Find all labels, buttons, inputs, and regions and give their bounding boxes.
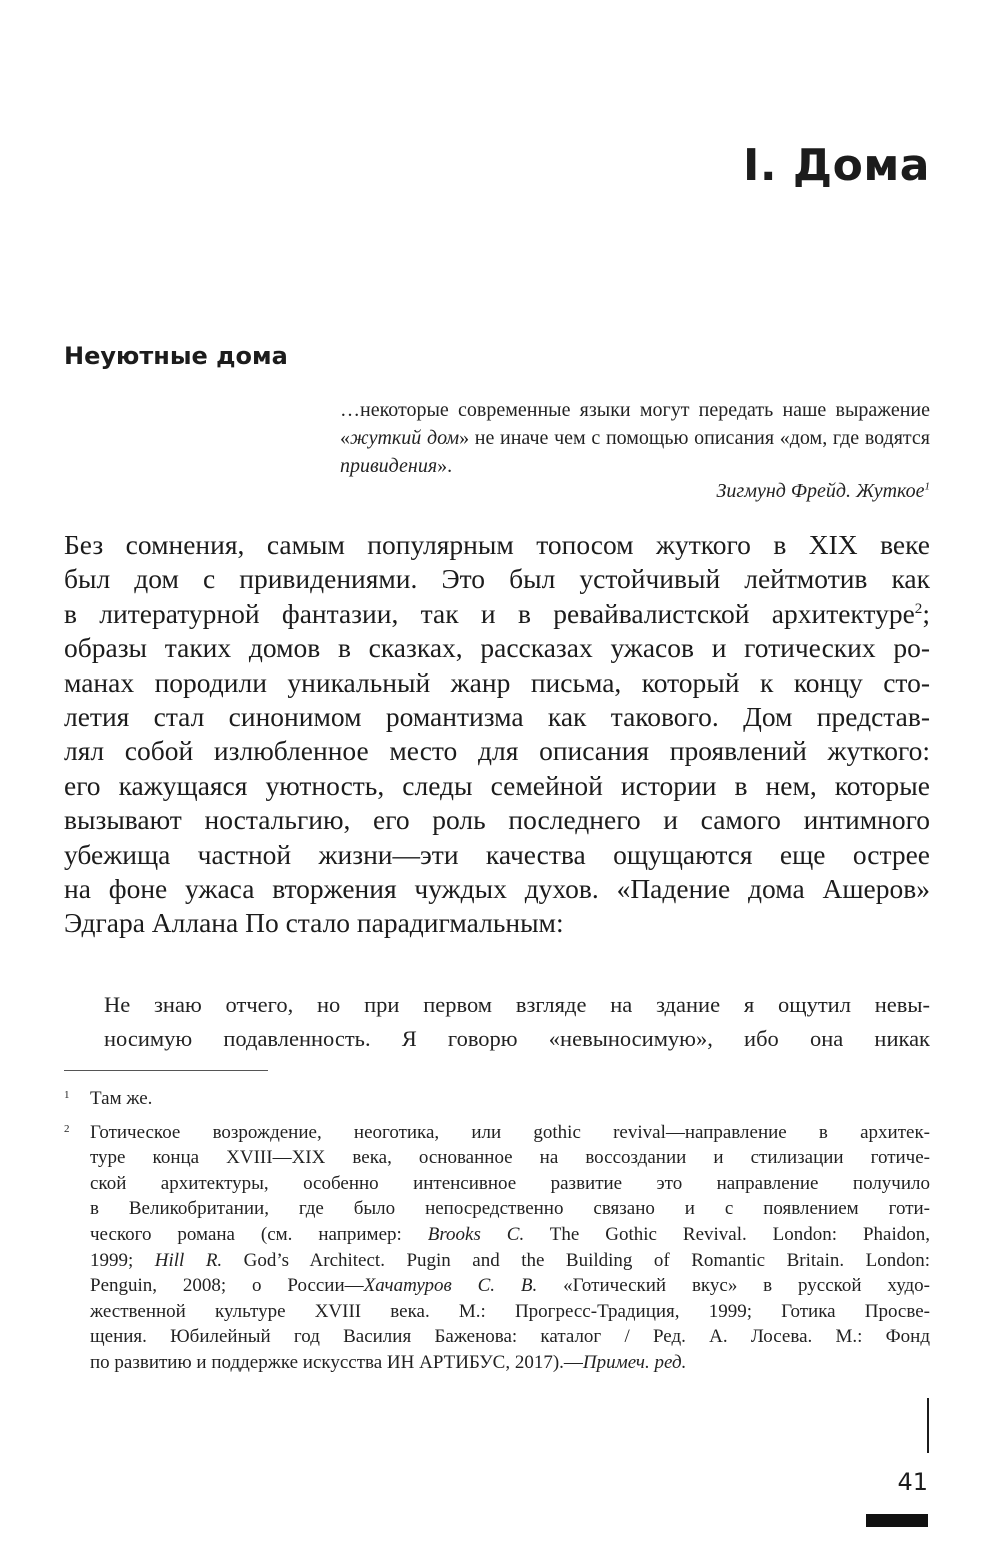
- footnote-ref[interactable]: 2: [914, 600, 923, 617]
- footnote-text: [90, 1120, 930, 1376]
- section-heading: Неуютные дома: [64, 342, 288, 370]
- footnote-line: ской архитектуры, особенно интенсивное развитие это направление получило: [90, 1172, 930, 1194]
- footnote-divider: [64, 1070, 268, 1071]
- epigraph-italic: привидения: [340, 455, 438, 477]
- footnote-line: щения. Юбилейный год Василия Баженова: каталог / Ред. А. Лосева. М.: Фонд: [90, 1326, 930, 1348]
- footnote-author: Brooks C.: [427, 1223, 525, 1245]
- body-line: его кажущаяся уютность, следы семейной истории в нем, которые: [64, 769, 930, 801]
- footnote-segment: ческого романа (см. например:: [90, 1223, 428, 1245]
- body-line: был дом с привидениями. Это был устойчивый лейтмотив как: [64, 563, 930, 595]
- footnote-segment: по развитию и поддержке искусства ИН АРТИБУС, 2017).—: [90, 1351, 583, 1373]
- epigraph: [340, 396, 930, 480]
- footnote-line: [90, 1350, 930, 1376]
- footnote-line: туре конца XVIII—XIX века, основанное на воссоздании и стилизации готиче-: [90, 1147, 930, 1169]
- quote-line: Не знаю отчего, но при первом взгляде на здание я ощутил невы-: [104, 992, 930, 1017]
- body-line: лял собой излюбленное место для описания проявлений жуткого:: [64, 735, 930, 767]
- body-line: [64, 597, 930, 631]
- body-line: образы таких домов в сказках, рассказах ужасов и готических ро-: [64, 632, 930, 664]
- footnote-author: Hill R.: [154, 1249, 223, 1271]
- footnote-segment: The Gothic Revival. London: Phaidon,: [524, 1223, 931, 1245]
- epigraph-attribution: [717, 480, 930, 503]
- epigraph-text: …некоторые современные языки могут передать наше выражение «: [340, 399, 930, 449]
- body-line: Эдгара Аллана По стало парадигмальным:: [64, 907, 564, 939]
- body-line: убежища частной жизни—эти качества ощущаются еще острее: [64, 838, 930, 870]
- body-line-punct: ;: [922, 597, 930, 629]
- epigraph-text: » не иначе чем с помощью описания «дом, где водятся: [459, 427, 930, 449]
- body-line: Без сомнения, самым популярным топосом жуткого в XIX веке: [64, 529, 930, 560]
- body-paragraph: [64, 528, 930, 941]
- footnote-text: [90, 1086, 930, 1112]
- body-line: на фоне ужаса вторжения чуждых духов. «Падение дома Ашеров»: [64, 873, 930, 905]
- page-number: 41: [897, 1468, 928, 1496]
- quote-line: носимую подавленность. Я говорю «невыносимую», ибо она никак: [104, 1026, 930, 1051]
- page-marker-rule: [927, 1398, 929, 1453]
- footnote-segment: 1999;: [90, 1249, 155, 1271]
- footnote-2: [64, 1120, 930, 1376]
- footnote-line: жественной культуре XVIII века. М.: Прогресс-Традиция, 1999; Готика Просве-: [90, 1300, 930, 1322]
- body-line-text: в литературной фантазии, так и в ревайвалистской архитектуре: [64, 597, 915, 629]
- footnote-segment: God’s Architect. Pugin and the Building of Romantic Britain. London:: [222, 1249, 930, 1271]
- footnote-number: 1: [64, 1089, 70, 1101]
- epigraph-attribution-text: Зигмунд Фрейд. Жуткое: [716, 480, 925, 502]
- footnotes: [64, 1086, 930, 1376]
- footnote-editor-note: Примеч. ред.: [582, 1351, 687, 1373]
- epigraph-text: ».: [437, 455, 453, 477]
- body-line: вызывают ностальгию, его роль последнего и самого интимного: [64, 804, 930, 836]
- footnote-line: [90, 1248, 930, 1274]
- page-marker-bar: [866, 1514, 928, 1527]
- footnote-line: Готическое возрождение, неоготика, или gothic revival—направление в архитек-: [90, 1121, 930, 1143]
- footnote-segment: «Готический вкус» в русской худо-: [537, 1275, 930, 1297]
- footnote-segment: Penguin, 2008; о России—: [90, 1275, 364, 1297]
- footnote-line: Там же.: [90, 1088, 153, 1109]
- footnote-line: в Великобритании, где было непосредственно связано и с появлением готи-: [90, 1198, 930, 1220]
- body-line: летия стал синонимом романтизма как такового. Дом представ-: [64, 701, 930, 733]
- footnote-line: [90, 1222, 930, 1248]
- footnote-ref[interactable]: 1: [924, 480, 930, 493]
- footnote-author: Хачатуров С. В.: [363, 1275, 538, 1297]
- footnote-line: [90, 1273, 930, 1299]
- footnote-number: 2: [64, 1122, 70, 1135]
- epigraph-italic: жуткий дом: [350, 427, 460, 449]
- body-line: манах породили уникальный жанр письма, который к концу сто-: [64, 666, 930, 698]
- block-quote: [104, 988, 930, 1056]
- footnote-1: [64, 1086, 930, 1112]
- chapter-title: I. Дома: [743, 140, 930, 191]
